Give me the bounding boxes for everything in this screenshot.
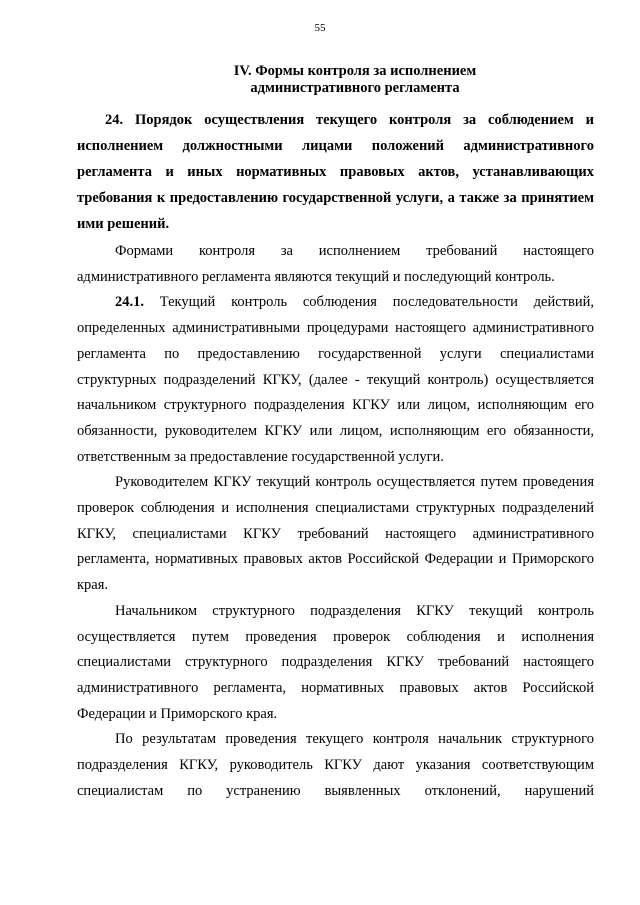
page-number: 55	[314, 22, 326, 34]
paragraph-control-results: По результатам проведения текущего контроля начальник структурного подразделения КГКУ, руководитель КГКУ дают указания соответствующим специалистам по устранению выявленных отклонений, нарушений	[77, 731, 594, 799]
paragraph-control-forms: Формами контроля за исполнением требований настоящего административного регламента являются текущий и последующий контроль.	[77, 243, 594, 285]
paragraph-director-control: Руководителем КГКУ текущий контроль осуществляется путем проведения проверок соблюдения и исполнения специалистами структурных подразделений КГКУ, специалистами КГКУ требований настоящего административного регламента, нормативных правовых актов Российской Федерации и Приморского края.	[77, 474, 594, 594]
paragraph-unit-head-control: Начальником структурного подразделения КГКУ текущий контроль осуществляется путем проведения проверок соблюдения и исполнения специалистами структурного подразделения КГКУ требований настоящего административного регламента, нормативных правовых актов Российской Федерации и Приморского края.	[77, 602, 594, 722]
paragraph-24-1	[77, 290, 594, 470]
paragraph-24-1-number: 24.1.	[115, 294, 144, 311]
section-title	[210, 63, 500, 97]
paragraph-24-heading: 24. Порядок осуществления текущего контроля за соблюдением и исполнением должностными лицами положений административного регламента и иных нормативных правовых актов, устанавливающих требования к предоставлению государственной услуги, а также за принятием ими решений.	[77, 112, 594, 232]
document-body	[77, 107, 594, 804]
paragraph-24-1-text: Текущий контроль соблюдения последовательности действий, определенных административными процедурами настоящего административного регламента по предоставлению государственной услуги специалистами структурных подразделений КГКУ, (далее - текущий контроль) осуществляется начальником структурного подразделения КГКУ или лицом, исполняющим его обязанности, руководителем КГКУ или лицом, исполняющим его обязанности, ответственным за предоставление государственной услуги.	[77, 294, 594, 465]
section-title-line-2: административного регламента	[250, 80, 460, 96]
section-title-line-1: IV. Формы контроля за исполнением	[233, 63, 477, 79]
